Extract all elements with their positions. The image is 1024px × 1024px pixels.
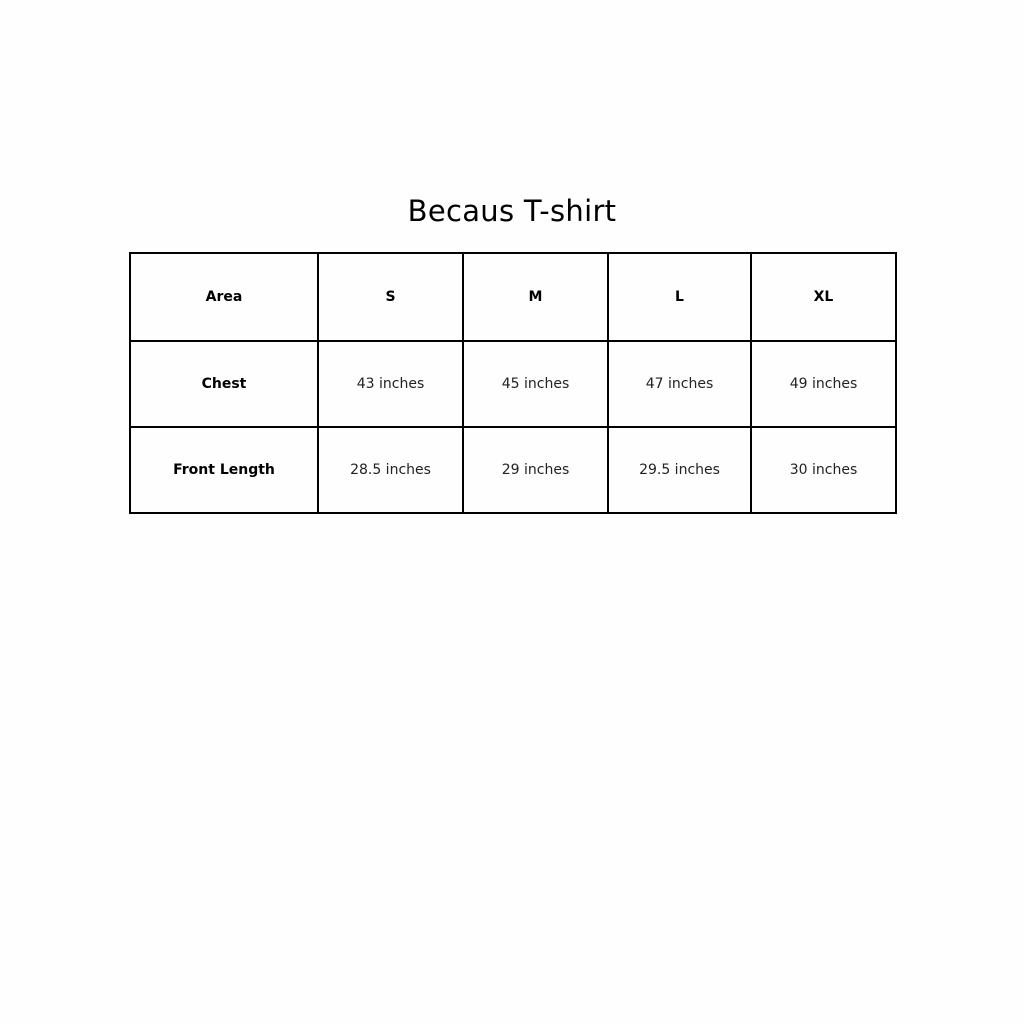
header-size-xl: XL — [751, 253, 896, 341]
row-label-chest: Chest — [130, 341, 318, 427]
page-title: Becaus T-shirt — [407, 194, 617, 228]
header-size-m: M — [463, 253, 608, 341]
table-header-row — [130, 253, 896, 341]
header-area: Area — [130, 253, 318, 341]
table-cell: 29.5 inches — [608, 427, 751, 513]
table-cell: 43 inches — [318, 341, 463, 427]
table-cell: 45 inches — [463, 341, 608, 427]
header-size-l: L — [608, 253, 751, 341]
header-size-s: S — [318, 253, 463, 341]
table-cell: 47 inches — [608, 341, 751, 427]
table-row — [130, 341, 896, 427]
table-cell: 29 inches — [463, 427, 608, 513]
size-chart-table — [129, 252, 897, 514]
table-row — [130, 427, 896, 513]
row-label-front-length: Front Length — [130, 427, 318, 513]
table-cell: 28.5 inches — [318, 427, 463, 513]
table-cell: 49 inches — [751, 341, 896, 427]
table-cell: 30 inches — [751, 427, 896, 513]
